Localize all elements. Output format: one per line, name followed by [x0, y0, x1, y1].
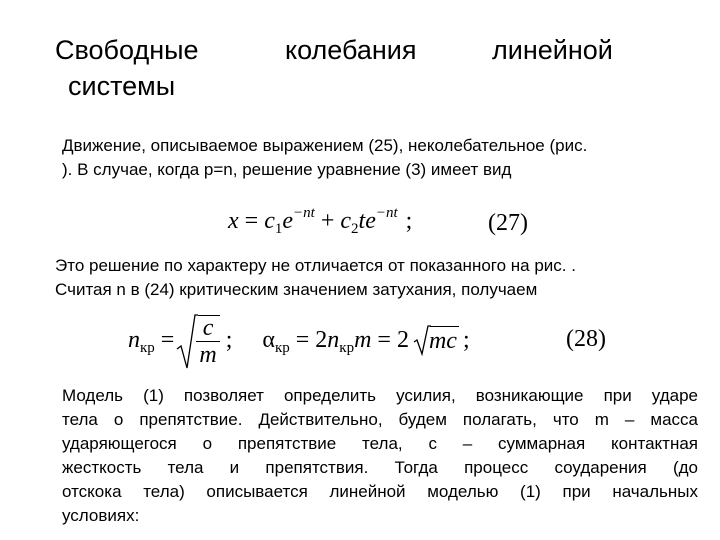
- paragraph-3-line-3: ударяющегося о препятствие тела, c – суммарная контактная: [62, 434, 698, 453]
- paragraph-1-line-2: ). В случае, когда p=n, решение уравнение (3) имеет вид: [62, 160, 512, 179]
- paragraph-3: [62, 384, 698, 528]
- title-line-2: системы: [68, 71, 176, 101]
- title-word-1: Свободные: [55, 35, 199, 65]
- eq28-mc: mc: [428, 328, 457, 355]
- equation-28: [128, 312, 470, 368]
- title-word-3: линейной: [492, 35, 613, 65]
- paragraph-1: [62, 134, 682, 182]
- eq28-alpha: α: [262, 327, 275, 353]
- eq28-fraction-numerator: c: [202, 314, 214, 341]
- radical-sign-icon: [413, 324, 431, 356]
- paragraph-3-line-1: Модель (1) позволяет определить усилия, возникающие при ударе: [62, 386, 698, 405]
- eq27-c2-subscript: 2: [351, 221, 359, 237]
- eq27-lhs: x: [228, 208, 239, 234]
- paragraph-1-line-1: Движение, описываемое выражением (25), неколебательное (рис.: [62, 136, 588, 155]
- eq27-equals: =: [244, 208, 259, 234]
- eq28-sqrt-mc: [415, 326, 457, 356]
- eq27-e1: e: [282, 208, 294, 234]
- eq27-c2: c: [340, 208, 352, 234]
- paragraph-2: [55, 254, 695, 302]
- eq28-fraction-denominator: m: [196, 341, 219, 368]
- eq27-exponent-1: −nt: [293, 205, 315, 221]
- eq28-n: n: [128, 327, 140, 353]
- radical-sign-icon: [176, 313, 198, 371]
- eq27-exponent-2: −nt: [375, 205, 398, 221]
- eq28-semicolon-2: ;: [462, 327, 470, 353]
- equation-28-number: (28): [566, 326, 606, 352]
- eq28-semicolon-1: ;: [225, 327, 233, 353]
- eq28-sqrt-fraction: [180, 315, 219, 368]
- eq28-n-2-subscript: кр: [339, 340, 355, 356]
- eq28-equals-2: =: [295, 327, 310, 353]
- paragraph-2-line-2: Считая n в (24) критическим значением затухания, получаем: [55, 280, 538, 299]
- eq28-equals-1: =: [160, 327, 175, 353]
- equation-27: [228, 205, 412, 238]
- eq28-two-2: 2: [396, 327, 409, 353]
- eq28-m: m: [354, 327, 372, 353]
- eq27-plus: +: [320, 208, 335, 234]
- paragraph-3-line-6: условиях:: [62, 506, 140, 525]
- paragraph-3-line-4: жесткость тела и препятствия. Тогда процесс соударения (до: [62, 458, 698, 477]
- title-word-2: колебания: [285, 35, 417, 65]
- eq28-equals-3: =: [377, 327, 391, 353]
- eq27-c1: c: [264, 208, 275, 234]
- eq28-alpha-subscript: кр: [274, 340, 290, 356]
- eq27-semicolon: ;: [405, 208, 413, 234]
- paragraph-2-line-1: Это решение по характеру не отличается от показанного на рис. .: [55, 256, 576, 275]
- paragraph-3-line-5: отскока тела) описывается линейной моделью (1) при начальных: [62, 482, 698, 501]
- equation-27-number: (27): [488, 210, 528, 236]
- eq28-n-2: n: [327, 327, 340, 353]
- paragraph-3-line-2: тела о препятствие. Действительно, будем полагать, что m – масса: [62, 410, 698, 429]
- eq27-t: t: [358, 208, 366, 234]
- eq27-e2: e: [365, 208, 376, 234]
- eq28-n-subscript: кр: [140, 340, 155, 356]
- eq28-two-1: 2: [315, 327, 328, 353]
- eq28-fraction: [196, 315, 219, 368]
- eq27-c1-subscript: 1: [274, 221, 283, 237]
